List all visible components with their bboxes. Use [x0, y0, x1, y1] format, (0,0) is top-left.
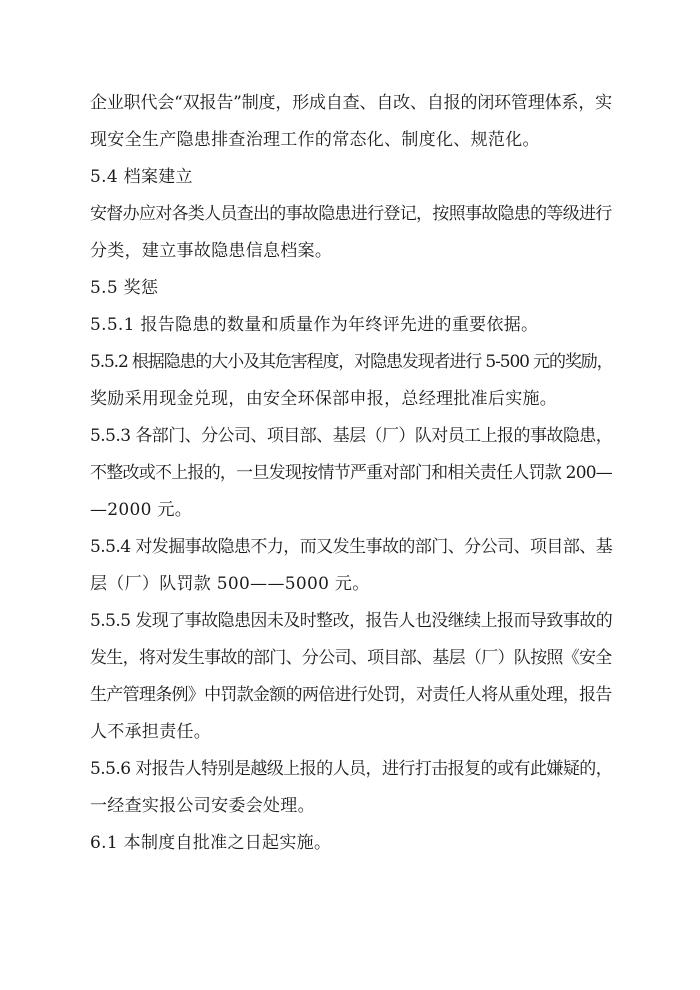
text-line: 5.5.5 发现了事故隐患因未及时整改，报告人也没继续上报而导致事故的: [90, 611, 613, 631]
text-line: 人不承担责任。: [90, 722, 212, 742]
text-line: 5.5.6 对报告人特别是越级上报的人员，进行打击报复的或有此嫌疑的，: [90, 759, 613, 779]
text-line: 分类，建立事故隐患信息档案。: [90, 241, 333, 261]
text-line: 层（厂）队罚款 500——5000 元。: [90, 574, 370, 594]
text-line: —2000 元。: [90, 500, 193, 520]
text-line: 5.5.1 报告隐患的数量和质量作为年终评先进的重要依据。: [90, 315, 539, 335]
text-line: 不整改或不上报的，一旦发现按情节严重对部门和相关责任人罚款 200—: [90, 463, 613, 483]
section-heading: 5.4 档案建立: [90, 167, 193, 187]
text-line: 现安全生产隐患排查治理工作的常态化、制度化、规范化。: [90, 130, 540, 150]
text-line: 5.5.2 根据隐患的大小及其危害程度，对隐患发现者进行 5-500 元的奖励，: [90, 352, 613, 372]
text-line: 5.5.4 对发掘事故隐患不力，而又发生事故的部门、分公司、项目部、基: [90, 537, 613, 557]
text-line: 生产管理条例》中罚款金额的两倍进行处罚，对责任人将从重处理，报告: [90, 685, 612, 705]
text-line: 发生，将对发生事故的部门、分公司、项目部、基层（厂）队按照《安全: [90, 648, 612, 668]
text-line: 奖励采用现金兑现，由安全环保部申报，总经理批准后实施。: [90, 389, 558, 409]
section-heading: 5.5 奖惩: [90, 278, 159, 298]
text-line: 企业职代会“双报告”制度，形成自查、自改、自报的闭环管理体系，实: [90, 93, 612, 113]
text-line: 安督办应对各类人员查出的事故隐患进行登记，按照事故隐患的等级进行: [90, 204, 612, 224]
text-line: 一经查实报公司安委会处理。: [90, 796, 315, 816]
text-line: 5.5.3 各部门、分公司、项目部、基层（厂）队对员工上报的事故隐患，: [90, 426, 613, 446]
text-line: 6.1 本制度自批准之日起实施。: [90, 833, 332, 853]
